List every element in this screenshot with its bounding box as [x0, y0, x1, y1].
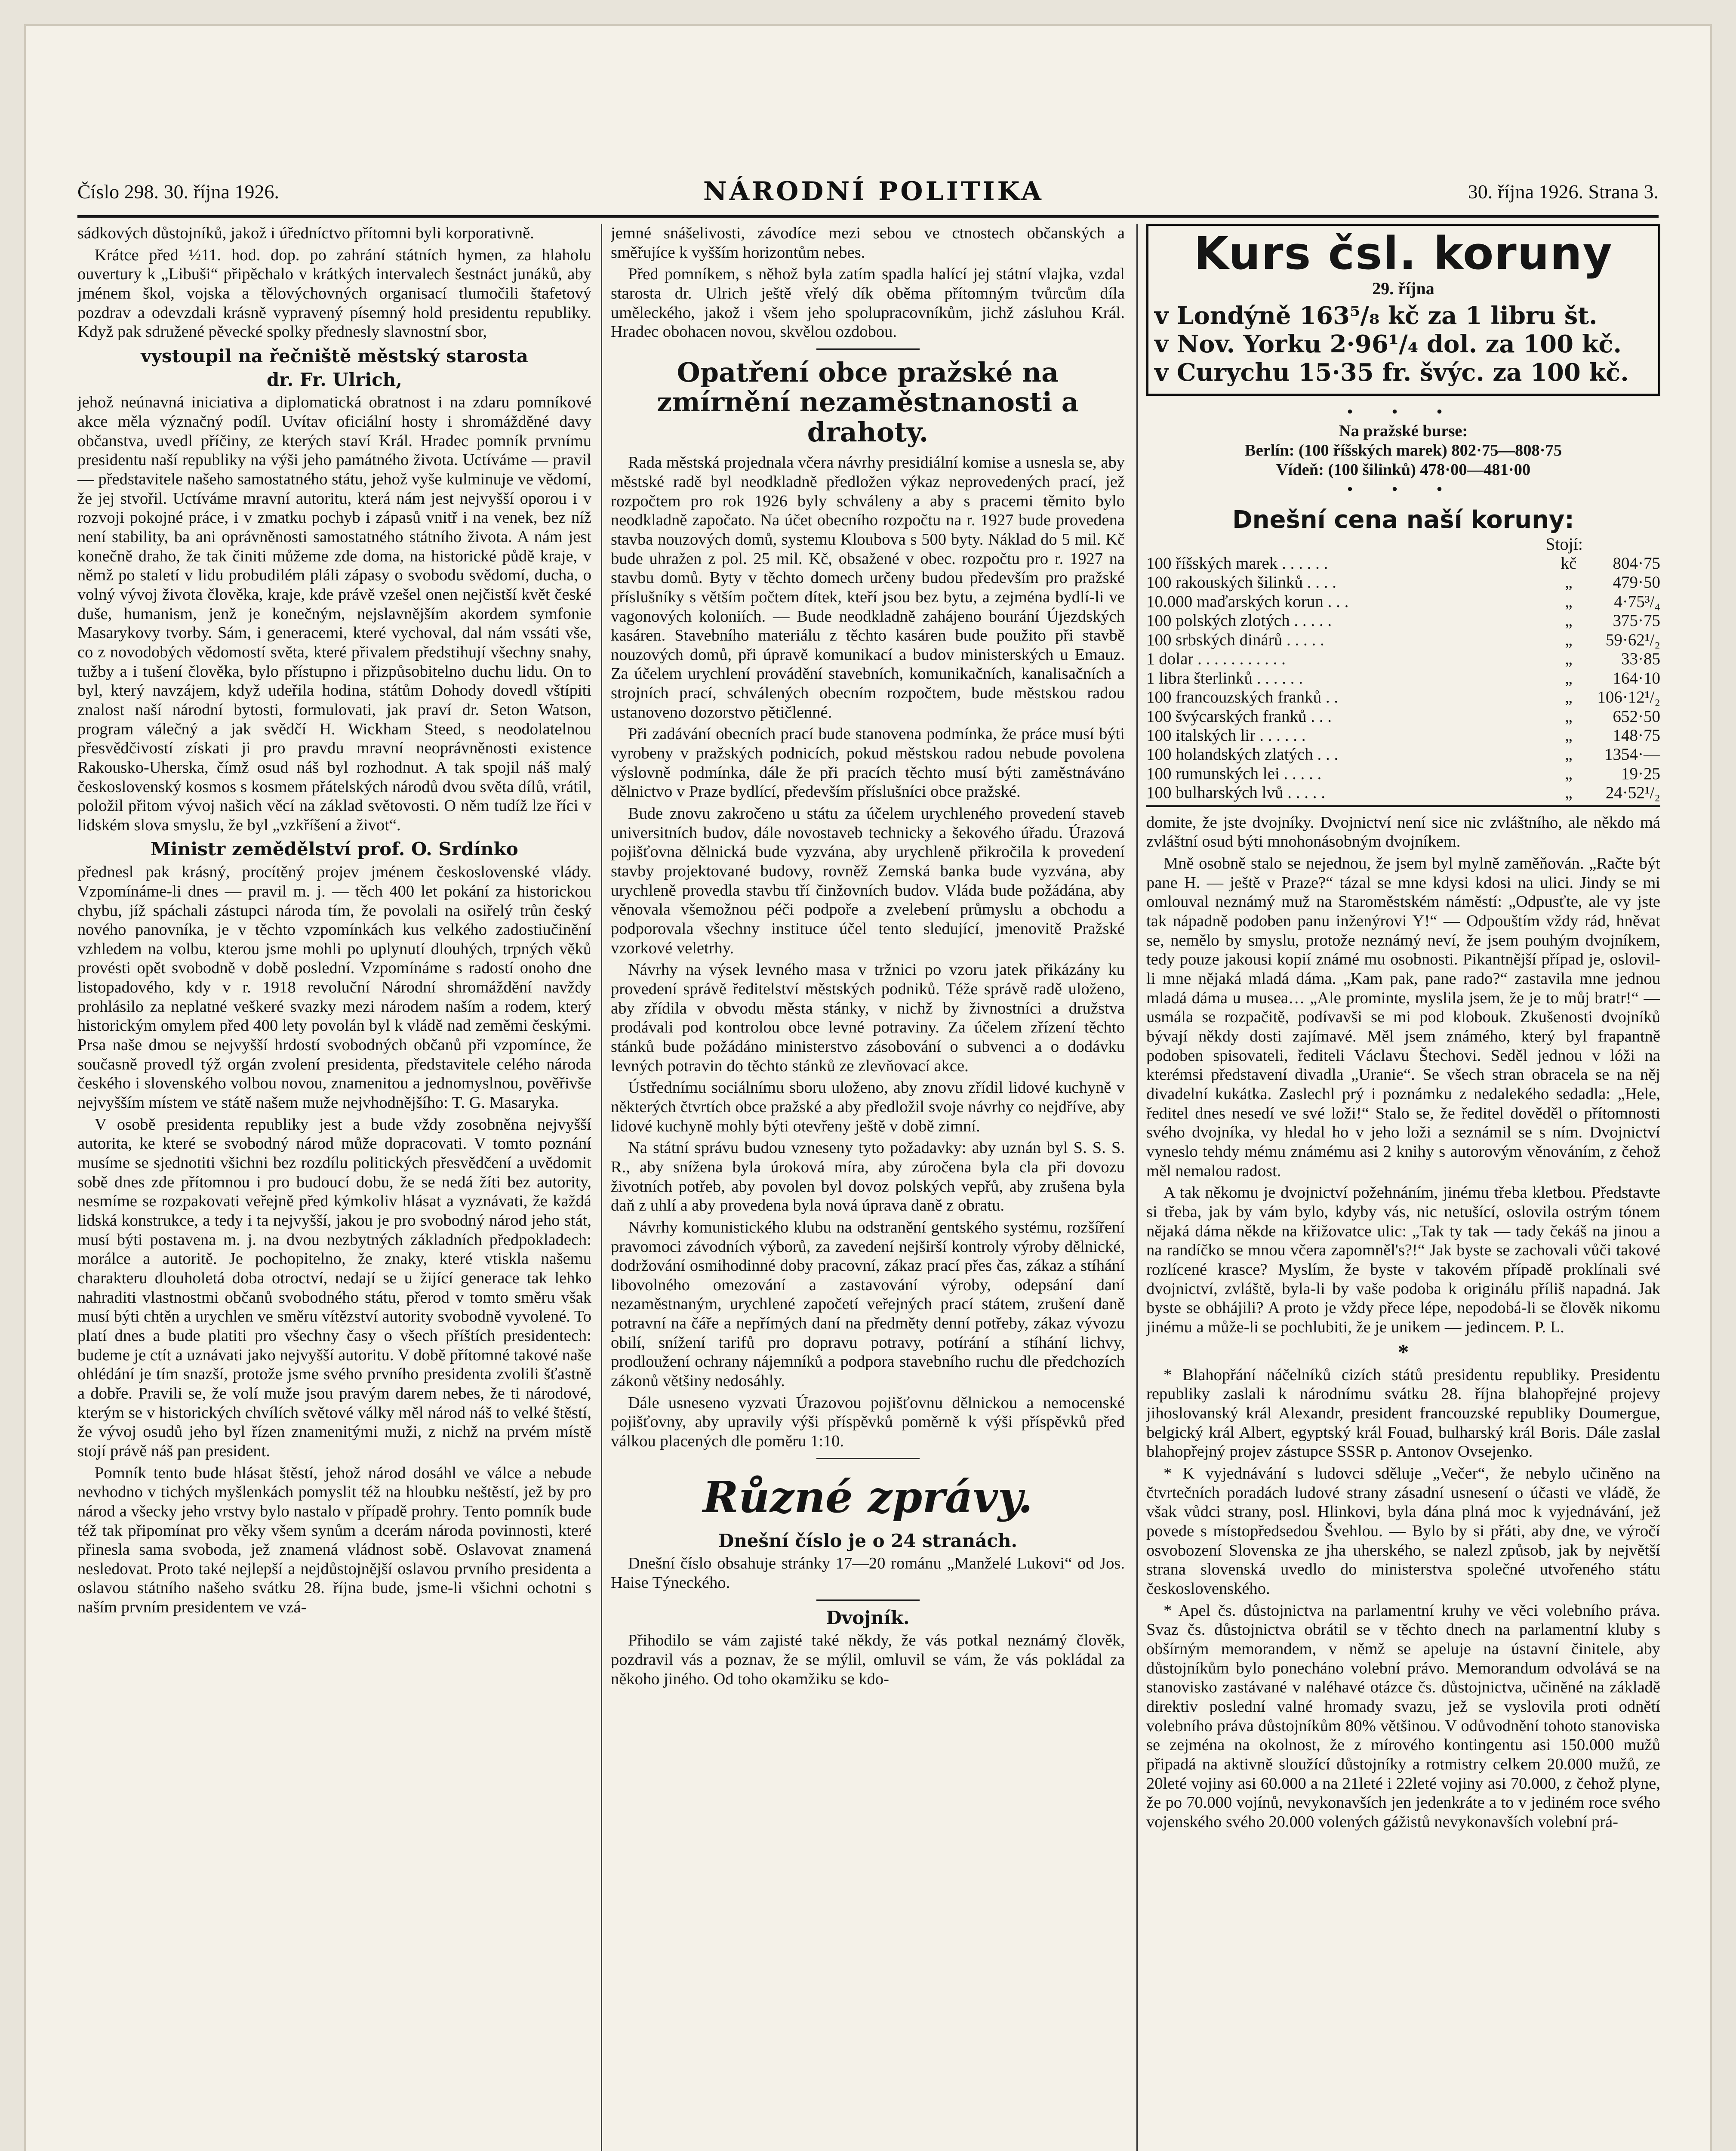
rate-row: [1146, 650, 1660, 669]
column-3: [1146, 224, 1660, 2151]
rate-value: 19·25: [1621, 764, 1660, 783]
rate-value: 4·75³/₄: [1614, 592, 1660, 611]
rate-label: 100 srbských dinárů . . . . .: [1146, 630, 1324, 649]
rate-label: 1 libra šterlinků . . . . . .: [1146, 669, 1303, 687]
rate-unit: „: [1565, 726, 1573, 745]
rate-label: 100 rumunských lei . . . . .: [1146, 764, 1322, 783]
rate-row: [1146, 554, 1660, 573]
article-columns: [77, 224, 1660, 2151]
rate-unit: „: [1565, 764, 1573, 783]
rate-value: 375·75: [1613, 611, 1660, 630]
subheading: dr. Fr. Ulrich,: [267, 369, 402, 390]
exchange-rate-line: v Curychu 15·35 fr. švýc. za 100 kč.: [1154, 358, 1629, 387]
rate-unit: „: [1565, 745, 1573, 764]
column-rule: [1136, 224, 1138, 2151]
subheading: Ministr zemědělství prof. O. Srdínko: [151, 838, 518, 860]
article-headline: Opatření obce pražské na zmírnění nezaměstnanosti a drahoty.: [657, 356, 1079, 448]
rate-row: [1146, 669, 1660, 688]
rate-row: [1146, 688, 1660, 707]
paragraph: přednesl pak krásný, procítěný projev jménem československé vlády. Vzpomínáme-li dnes — pravil m. j. — těch 400 let pokání za historickou chybu, jíž spáchali zástupci národa tím, že povolali na osiřelý trůn český nového panovníka, je v těchto vzpomínkách kus velkého zadostiučinění vzhledem na volbu, kterou jsme mohli po uplynutí dlouhých, trpných věků provésti opět svobodně v době poslední. Vzpomínáme s radostí onoho dne listopadového, kdy v r. 1918 revoluční Národní shromáždění navždy prohlásilo za neplatné veškeré svazky mezi národem naším a rodem, který historickým omylem před 400 lety povolán byl k vládě nad zeměmi českými. Prsa naše dmou se nejvyšší hrdostí svobodných občanů při vzpomínce, že současně provedl týž orgán zvolení presidenta, představitele celého národa českého i slovenského volbou novou, znamenitou a jednomyslnou, pověřivše nejvyšším místem ve státě našem muže nejvhodnějšího: T. G. Masaryka.: [77, 863, 591, 1112]
paragraph: Před pomníkem, s něhož byla zatím spadla halící jej státní vlajka, vzdal starosta dr. Ulrich ještě vřelý dík oběma přítomným tvůrcům díla uměleckého, jakož i všem jeho spolupracovníkům, jichž zásluhou Král. Hradec obohacen novou, skvělou ozdobou.: [611, 265, 1125, 341]
exchange-rate-line: v Londýně 163⁵/₈ kč za 1 libru št.: [1154, 301, 1597, 330]
paragraph: Krátce před ½11. hod. dop. po zahrání státních hymen, za hlaholu ouvertury k „Libuši“ připěchalo v krátkých intervalech šestnáct junáků, aby jménem škol, vojska a tělovýchovných organisací tlumočili štafetový pozdrav a odevzdali krásně vypravený písemný hold presidentu republiky. Když pak sdružené pěvecké spolky přednesly slavnostní sbor,: [77, 246, 591, 341]
rate-unit: „: [1565, 650, 1573, 669]
paragraph: Návrhy komunistického klubu na odstranění gentského systému, rozšíření pravomoci závodních výborů, za zavedení nejširší kontroly výroby dělnické, dodržování osmihodinné doby pracovní, zákaz prací přes čas, zákaz a stíhání libovolného omezování a zastavování výroby, odepsání daní nezaměstnaným, urychlené započetí veřejných prací státem, zrušení daně potravní na čáře a nepřímých daní na předměty denní potřeby, zákaz vývozu obilí, snížení tarifů pro dopravu potravy, potírání a stíhání lichvy, prodloužení ochrany nájemníků a podpora stavebního ruchu dle předchozích zákonů většiny nedosáhly.: [611, 1218, 1125, 1390]
rate-value: 479·50: [1613, 573, 1660, 592]
paragraph: * Blahopřání náčelníků cizích států presidentu republiky. Presidentu republiky zaslali k národnímu svátku 28. října blahopřejné projevy jihoslovanský král Alexandr, president francouzské republiky Doumergue, belgický král Albert, egyptský král Fouad, bulharský král Boris. Dále zaslal blahopřejný projev zástupce SSSR p. Antonov Ovsejenko.: [1146, 1365, 1660, 1461]
separator: [1146, 803, 1660, 807]
date-and-page: 30. října 1926. Strana 3.: [1468, 180, 1659, 203]
rate-label: 100 polských zlotých . . . . .: [1146, 611, 1332, 630]
rate-unit: kč: [1561, 554, 1577, 573]
rate-unit: „: [1565, 783, 1573, 802]
separator: [816, 1458, 920, 1459]
exchange-rate-title: Kurs čsl. koruny: [1194, 227, 1613, 280]
rate-row: [1146, 783, 1660, 802]
rates-header: Stojí:: [1545, 534, 1583, 554]
paragraph: sádkových důstojníků, jakož i úředníctvo přítomni byli korporativně.: [77, 224, 534, 242]
paragraph: Dnešní číslo obsahuje stránky 17—20 románu „Manželé Lukovi“ od Jos. Haise Týneckého.: [611, 1554, 1125, 1592]
column-rule: [601, 224, 602, 2151]
rate-label: 100 italských lir . . . . . .: [1146, 726, 1306, 745]
rate-unit: „: [1565, 592, 1573, 611]
newspaper-title: NÁRODNÍ POLITIKA: [703, 176, 1044, 206]
rate-label: 100 rakouských šilinků . . . .: [1146, 573, 1336, 592]
rate-value: 1354·—: [1604, 745, 1660, 764]
subheading: Dnešní číslo je o 24 stranách.: [718, 1530, 1018, 1551]
exchange-rate-date: 29. října: [1372, 279, 1434, 299]
rate-row: [1146, 611, 1660, 630]
ornament-dots: • • •: [1347, 401, 1460, 421]
paragraph: Dále usneseno vyzvati Úrazovou pojišťovnu dělnickou a nemocenské pojišťovny, aby upravily výši příspěvků poměrně k výši příspěvků před válkou placených dle poměru 1:10.: [611, 1393, 1125, 1451]
asterisk-separator: *: [1397, 1340, 1409, 1365]
exchange-rate-line: v Nov. Yorku 2·96¹/₄ dol. za 100 kč.: [1154, 330, 1622, 358]
page-header: [77, 168, 1659, 218]
paragraph: Mně osobně stalo se nejednou, že jsem byl mylně zaměňován. „Račte být pane H. — ještě v Praze?“ tázal se mne kdysi kdosi na ulici. Jindy se mi omlouval neznámý muž na Staroměstském náměstí: „Odpusťte, ale vy jste tak nápadně podoben panu inženýrovi Y!“ — Odpouštím vždy rád, hněvat se, nemělo by smyslu, protože neznámý neví, že jsem pouhým dvojníkem, tedy pouze jakousi kopií známé mu osobnosti. Pikantnější případ je, oslovil-li mne nějaká mladá dáma. „Kam pak, pane rado?“ zastavila mne jednou mladá dáma u musea… „Ale prominte, myslila jsem, že je to můj bratr!“ — usmála se rozpačitě, podívavši se mi pod klobouk. Zkušenosti dvojníků bývají někdy dosti zajímavé. Měl jsem známého, který byl frapantně podoben spisovateli, řediteli Václavu Štechovi. Seděl jednou v lóži na kterémsi představení divadla „Uranie“. Se všech stran obracela se na něj divadelní kukátka. Zaslechl prý i poznámku z nedalekého sedadla: „Hele, ředitel dnes nesedí ve své loži!“ Stalo se, že ředitel dověděl o přítomnosti svého dvojníka, vy hledal ho v jeho loži a seznámil se s ním. Dvojnictví vyneslo tehdy mému známému asi 2 knihy s autorovým věnováním, z čehož měl nemalou radost.: [1146, 854, 1660, 1180]
rate-label: 100 francouzských franků . .: [1146, 688, 1339, 707]
paragraph: V osobě presidenta republiky jest a bude vždy zosobněna nejvyšší autorita, ke které se svobodný národ může dopracovati. V tomto poznání musíme se sjednotiti všichni bez rozdílu politických přesvědčení a uvědomit sobě dnes zde přítomnou i pro budoucí dobu, že se nedá žíti bez autority, nesmíme se rozpakovati veřejně před kýmkoliv hlásat a vyznávati, že každá lidská konstrukce, a tedy i ta nejvyšší, jakou je pro svobodný národ jeho stát, musí býti postavena m. j. na dvou nezbytných základních předpokladech: morálce a autoritě. Je pochopitelno, že znaky, které vtiskla našemu charakteru dlouholetá doba otroctví, nedají se u žijící generace tak lehko nahraditi vlastnostmi občanů svobodného státu, přerod v tomto směru však musí býti chtěn a urychlen ve směru vítězství autority svobodně vyvolené. To platí dnes a bude platiti pro všechny časy o všech příštích presidentech: budeme je ctít a uznávati jako nejvyšší autoritu. V době přítomné takové naše ohlédání je tím snazší, protože jsme svého prvního presidenta zvolili šťastně a dobře. Pravili se, že volí muže jsou pravým darem nebes, že ti národové, kterým se v historických chvílích světové války měl národ náš to velké štěstí, že vývoj osudů jeho byl řízen znamenitými muži, z nichž na prvém místě stojí právě náš pan president.: [77, 1115, 591, 1460]
rate-unit: „: [1565, 573, 1573, 592]
separator: [816, 1599, 920, 1601]
rate-unit: „: [1565, 707, 1573, 726]
subheading: Dvojník.: [826, 1607, 910, 1628]
paragraph: Na státní správu budou vzneseny tyto požadavky: aby uznán byl S. S. S. R., aby snížena byla úroková míra, aby zúročena byla cla při dovozu životních potřeb, aby povolen byl dovoz polských vepřů, aby zrušena byla daň z uhlí a aby provedena byla nová úprava daně z obratu.: [611, 1139, 1125, 1215]
rate-unit: „: [1565, 669, 1573, 687]
rate-value: 148·75: [1613, 726, 1660, 745]
rate-label: 1 dolar . . . . . . . . . . .: [1146, 650, 1286, 669]
section-title: Různé zprávy.: [702, 1471, 1033, 1522]
rate-value: 106·12¹/₂: [1597, 688, 1660, 707]
rates-title: Dnešní cena naší koruny:: [1232, 505, 1574, 534]
rates-table: [1146, 554, 1660, 803]
ornament-dots: • • •: [1347, 479, 1460, 499]
column-2: [611, 224, 1125, 2151]
paragraph: * Apel čs. důstojnictva na parlamentní kruhy ve věci volebního práva. Svaz čs. důstojnictva obrátil se v těchto dnech na parlamentní kluby s obšírným memorandem, v němž se apeluje na ústavní činitele, aby důstojníkům bylo ponecháno volební právo. Memorandum odvolává se na stanovisko zastávané v naléhavé otázce čs. důstojnictva, učiněné na základě direktiv poslední valné hromady svazu, jež se vyslovila proti odnětí volebního práva důstojníkům 80% většinou. V odůvodnění tohoto stanoviska se zejména na okolnost, že z mírového kontingentu asi 150.000 mužů připadá na aktivně sloužící důstojníky a rotmistry celkem 20.000 mužů, ze 20leté vojiny asi 60.000 a na 21leté i 22leté vojiny asi 70.000, z čehož plyne, že po 70.000 vojínů, nevykonavších jen jedenkráte a to v jediném roce svého vojenského svého 20.000 volených gážistů nevykonavších volební prá-: [1146, 1601, 1660, 1831]
rate-value: 24·52¹/₂: [1605, 783, 1660, 802]
issue-number: Číslo 298. 30. října 1926.: [77, 180, 279, 203]
rate-row: [1146, 764, 1660, 783]
rate-row: [1146, 707, 1660, 726]
paragraph: jehož neúnavná iniciativa a diplomatická obratnost i na zdaru pomníkové akce měla význačný podíl. Uvítav oficiální hosty i shromážděné davy občanstva, uvedl příčiny, ze kterých staví Král. Hradec pomník prvnímu presidentu naší republiky na výši jeho památného života. Uctíváme — pravil — představitele našeho samostatného státu, jehož vyše kulminuje ve vědomí, že jej stvořil. Uctíváme mravní autoritu, která nám jest nejvyšší oporou i v rozvoji pokojné práce, i v zmatku pochyb i zápasů vnitř i na venek, bez níž není stability, ba ani oprávněnosti samostatného státního života. A nám jest konečně draho, že tak činiti můžeme zde doma, na historické půdě kraje, v němž po staletí v lidu probudilém pláli zápasy o svobodu svědomí, ducha, o volný vývoj života člověka, kraje, kde právě vzešel onen nejčistší květ české duše, humanism, jenž je konečným, nejslavnějším akordem symfonie Masarykovy tvorby. Sám, i generacemi, které vychoval, dal nám vssáti vše, co z novodobých vědomostí světa, které přivalem předstihují všechny snahy, tužby a i tušení člověka, bylo přístupno i přizpůsobitelno duchu lidu. On to byl, který navzájem, když udeřila hodina, státům Dohody dovedl vštípiti znalost naší národní bytosti, formulovati, jak praví dr. Seton Watson, program válečný a jak svědčí H. Wickham Steed, s neodolatelnou přesvědčivostí získati ji pro pravdu mravní neoprávněnosti existence Rakousko-Uherska, čímž osud náš byl rozhodnut. A tak spojil náš malý československý kosmos s kosmem přátelských národů dvou světa dílů, vrátil, položil přitom vývoj našich věcí na základ světovosti. O něm tudíž lze říci v lidském slova smyslu, že byl „vzkříšení a život“.: [77, 393, 591, 834]
paragraph: A tak někomu je dvojnictví požehnáním, jinému třeba kletbou. Představte si třeba, jak by vám bylo, kdyby vás, nic netušící, oslovila ostrým tónem nějaká dáma někde na křižovatce ulic: „Tak ty tak — tady čekáš na jinou a na randíčko se mnou včera zapomněl's?!“ Jak byste se zachovali vůči takové rozlícené krasce? Myslím, že byste v takovém případě proklínali své dvojnictví, zvláště, byla-li by vaše podoba k originálu příliš napadná. Jak byste se obhájili? A proto je vždy přece lépe, nepodobá-li se člověk nikomu jinému a může-li se pochlubiti, že je unikem — jedincem. P. L.: [1146, 1183, 1660, 1336]
rate-unit: „: [1565, 630, 1573, 649]
rate-label: 10.000 maďarských korun . . .: [1146, 592, 1349, 611]
paragraph: Ústřednímu sociálnímu sboru uloženo, aby znovu zřídil lidové kuchyně v některých čtvrtích obce pražské a aby předložil svoje návrhy co nejdříve, aby lidové kuchyně mohly býti otevřeny ještě v době zimní.: [611, 1079, 1125, 1135]
rate-row: [1146, 745, 1660, 764]
paragraph: Přihodilo se vám zajisté také někdy, že vás potkal neznámý člověk, pozdravil vás a poznav, že se mýlil, omluvil se vám, že vás pokládal za někoho jiného. Od toho okamžiku se kdo-: [611, 1631, 1125, 1688]
separator: [816, 348, 920, 350]
rate-value: 59·62¹/₂: [1605, 630, 1660, 649]
rate-row: [1146, 592, 1660, 611]
rate-value: 164·10: [1613, 669, 1660, 687]
rate-unit: „: [1565, 611, 1573, 630]
rate-row: [1146, 573, 1660, 592]
exchange-rate-box: [1146, 224, 1660, 396]
rate-label: 100 holandských zlatých . . .: [1146, 745, 1339, 764]
paragraph: jemné snášelivosti, závodíce mezi sebou ve ctnostech občanských a směřujíce k vyšším horizontům nebes.: [611, 224, 1125, 262]
newspaper-page: [26, 26, 1710, 2151]
rate-label: 100 říšských marek . . . . . .: [1146, 554, 1328, 573]
paragraph: * K vyjednávání s ludovci sděluje „Večer“, že nebylo učiněno na čtvrtečních poradách ludové strany zásadní usnesení o účasti ve vládě, že však vůdci strany, posl. Hlinkovi, byla dána plná moc k vyjednávání, jež povede s místopředsedou Švehlou. — Bylo by si přáti, aby dne, ve výročí osvobození Slovenska ze jha uherského, se nalezl způsob, jak by největší strana slovenská uvedlo do ministerstva společné utvořeného státu československého.: [1146, 1464, 1660, 1598]
rate-label: 100 bulharských lvů . . . . .: [1146, 783, 1325, 802]
paragraph: domite, že jste dvojníky. Dvojnictví není sice nic zvláštního, ale někdo má zvláštní osud býti mnohonásobným dvojníkem.: [1146, 813, 1660, 851]
burse-vienna: Vídeň: (100 šilinků) 478·00—481·00: [1276, 460, 1531, 479]
paragraph: Bude znovu zakročeno u státu za účelem urychleného provedení staveb universitních budov, dále novostaveb technicky a šekového úřadu. Úrazová pojišťovna dělnická bude vyzvána, aby urychleně přikročila k provedení stavby projektované budovy, rovněž Zemská banka bude vyzvána, aby urychleně provedla stavbu tří činžovních budov. Vláda bude požádána, aby věnovala všemožnou péči podpoře a zvelebení průmyslu a obchodu a podporovala všechny instituce účel tento sledující, jmenovitě Pražské vzorkové veletrhy.: [611, 804, 1125, 957]
burse-title: Na pražské burse:: [1339, 422, 1468, 441]
burse-berlin: Berlín: (100 říšských marek) 802·75—808·75: [1244, 441, 1562, 459]
paragraph: Rada městská projednala včera návrhy presidiální komise a usnesla se, aby městské radě byl neodkladně předložen výkaz neprovedených prací, jež rozpočtem pro rok 1926 byly schváleny a aby s pracemi těmito bylo neodkladně započato. Na účet obecního rozpočtu na r. 1927 bude provedena stavba nouzových domů, systemu Kloubova s 500 byty. Náklad do 5 mil. Kč bude uhražen z pol. 25 mil. Kč, obsažené v obec. rozpočtu pro r. 1927 na stavbu domů. Byty v těchto domech určeny budou především pro pražské příslušníky s větším počtem dítek, kteří jsou bez bytu, a zejména bydlí-li ve vagonových koloniích. — Bude neodkladně zahájeno bourání Újezdských kasáren. Stavebního materiálu z těchto kasáren bude použito při stavbě nouzových domů, při úpravě komunikací a budov ministerských u Emauz. Za účelem urychlení provádění stavebních, komunikačních, kanalisačních a strojních prací, schválených obecním rozpočtem, bude městskou radou ustanoveno dozorstvo pětičlenné.: [611, 453, 1125, 721]
paragraph: Návrhy na výsek levného masa v tržnici po vzoru jatek přikázány ku provedení správě ředitelství městských podniků. Téže správě radě uloženo, aby zřídila v obvodu města stánky, v nichž by živnostníci a družstva prodávali pod kontrolou obce levné potraviny. Za účelem zřízení těchto stánků bude požádáno ministerstvo zásobování o subvenci a o dodávku levných potravin do těchto stánků ze zlevňovací akce.: [611, 961, 1125, 1075]
rate-label: 100 švýcarských franků . . .: [1146, 707, 1332, 726]
column-1: [77, 224, 591, 2151]
rate-row: [1146, 726, 1660, 745]
rate-value: 652·50: [1613, 707, 1660, 726]
rate-row: [1146, 631, 1660, 650]
rate-value: 804·75: [1613, 554, 1660, 573]
rate-value: 33·85: [1621, 650, 1660, 669]
paragraph: Pomník tento bude hlásat štěstí, jehož národ dosáhl ve válce a nebude nevhodno v tichých myšlenkách pomyslit též na hloubku neštěstí, jež by pro národ a všecky jeho vrstvy bylo nastalo v případě prohry. Tento pomník bude též tak připomínat pro věky všem synům a dcerám národa povinnosti, které přinesla sama svoboda, jež znamená vládnost sobě. Oslavovat znamená nesledovat. Proto také nejlepší a nejdůstojnější oslavou prvního presidenta a oslavou státního našeho svátku 28. října bude, jsme-li všichni ochotni s naším prvním presidentem ve vzá-: [77, 1464, 591, 1617]
paragraph: Při zadávání obecních prací bude stanovena podmínka, že práce musí býti vyrobeny v pražských podnicích, pokud městskou radou nebude povolena výslovně podmínka, dále že při pracích těchto musí býti zaměstnáváno dělnictvo v Praze bydlící, především příslušníci obce pražské.: [611, 725, 1125, 801]
subheading: vystoupil na řečniště městský starosta: [141, 345, 528, 367]
rate-unit: „: [1565, 688, 1573, 707]
